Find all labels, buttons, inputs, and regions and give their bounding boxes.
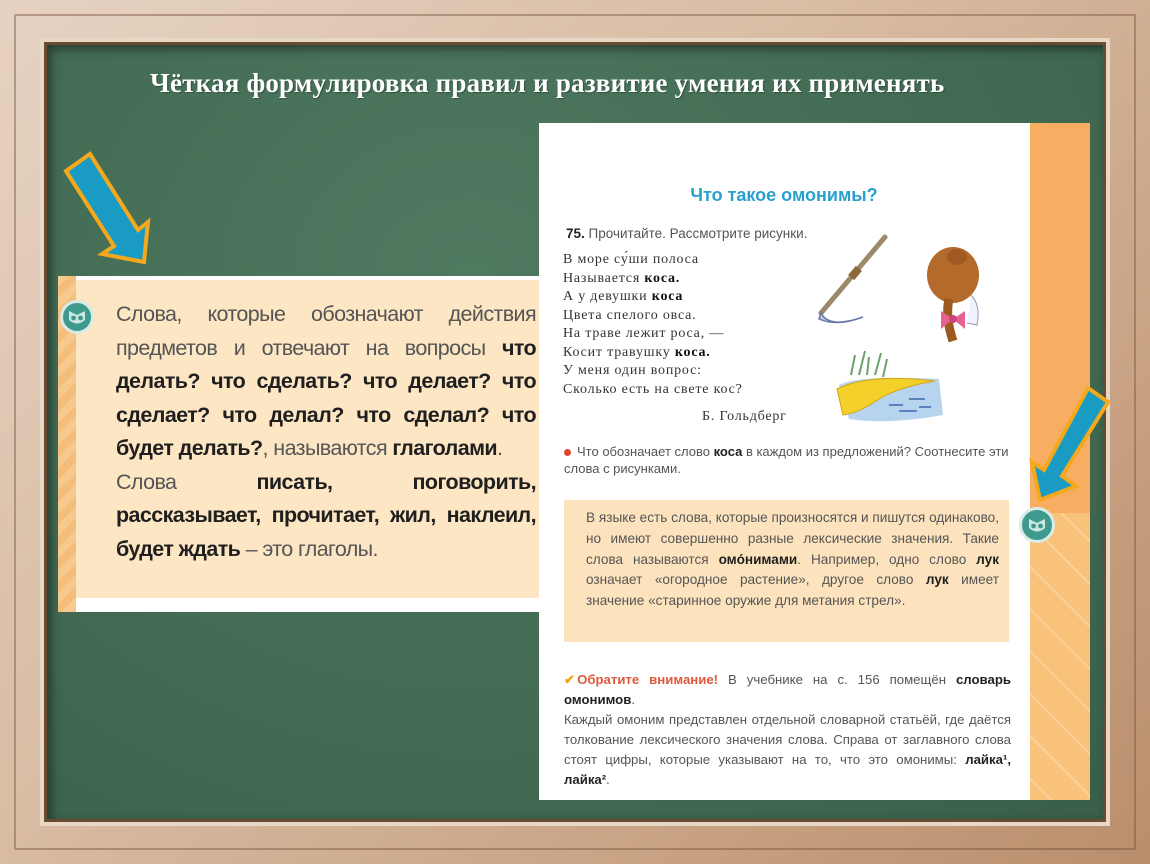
attention-label: Обратите внимание! [577,672,719,687]
poem-line: У меня один вопрос: [563,363,702,378]
exercise-instruction: Прочитайте. Рассмотрите рисунки. [588,226,808,241]
poem-line: Косит травушку коса. [563,344,711,360]
poem-line: В море су́ши полоса [563,252,699,267]
rule-text-plain: Слова, которые обозначают действия предметов и отвечают на вопросы [116,302,536,360]
arrow-down-right-icon [56,144,160,268]
exercise-number: 75. [566,226,585,241]
poem-line: А у девушки коса [563,289,684,304]
poem-author: Б. Гольдберг [702,409,787,424]
verbs-rule-excerpt [58,276,540,612]
poem-line: На траве лежит роса, — [563,326,725,341]
homonyms-rule-text: В языке есть слова, которые произносятся и пишутся одинаково, но имеют совершенно разные лексические значения. Такие слова называются омо́нимами. Например, одно слово лук означает «огородное растение», другое слово лук имеет значение «старинное оружие для метания стрел». [586,510,999,609]
rule-term: глаголами [392,436,497,460]
rule-text-plain: , называются [262,436,393,460]
verbs-rule-text [116,298,536,566]
exercise-task [566,226,807,241]
scythe-image [801,231,893,331]
poem-line: Сколько есть на свете кос? [563,381,743,397]
owl-icon [60,300,94,334]
example-text-plain: – это глаголы. [240,536,378,561]
rule-text-plain: . [497,436,503,460]
page-heading: Что такое омонимы? [690,185,878,205]
sand-spit-image [829,345,949,425]
owl-icon [1019,507,1055,543]
arrow-down-left-icon [1020,382,1112,506]
textbook-page [539,123,1090,800]
bullet-icon [564,449,571,456]
example-verbs: писать, поговорить, рассказывает, прочитает, жил, наклеил, будет ждать [116,469,536,561]
girl-braid-image [919,245,989,345]
poem [563,251,743,399]
poem-line: Цвета спелого овса. [563,307,697,323]
checkmark-icon: ✔ [564,672,576,687]
poem-line: Называется коса. [563,270,681,286]
exercise-question: Что обозначает слово коса в каждом из предложений? Соотнесите эти слова с рисунками. [564,444,1009,476]
slide-title: Чёткая формулировка правил и развитие умения их применять [150,68,945,98]
example-text-plain: Слова [116,469,257,494]
homonyms-rule-box [564,500,1009,642]
rule-questions: что делать? что сделать? что делает? что сделает? что делал? что сделал? что будет делать? [116,335,536,460]
attention-note: ✔ Обратите внимание! В учебнике на с. 156 помещён словарь омонимов. Каждый омоним представлен отдельной словарной статьёй, где даётся толкование лексического значения слова. Справа от заглавного слова стоят цифры, которые указывают на то, что это омонимы: лайка¹, лайка². [564,672,1011,787]
